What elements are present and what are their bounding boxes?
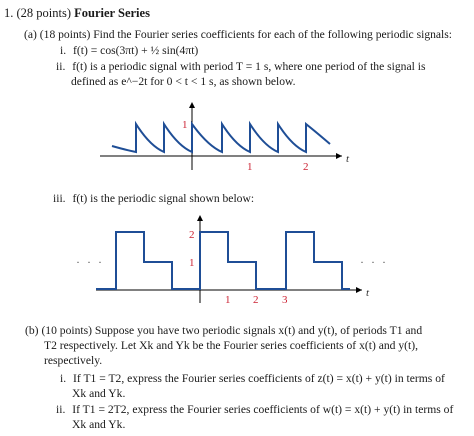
plot2-x-tick-2: 2 (253, 294, 259, 306)
part-b-item-1-line-1 (60, 372, 445, 386)
part-b-text-1: (10 points) Suppose you have two periodic signals x(t) and y(t), of periods T1 and (41, 324, 423, 337)
part-a-item-2-text-2: defined as e^−2t for 0 < t < 1 s, as shown below. (71, 75, 296, 88)
part-b-text-3: respectively. (44, 354, 103, 367)
part-a-label: (a) (24, 28, 37, 41)
plot2-t-label: t (366, 287, 370, 299)
part-b-line-2 (44, 339, 418, 353)
plot2-y-arrow (197, 215, 203, 221)
plot2-left-ellipsis: · · · (76, 255, 104, 269)
plot1-y-tick-1: 1 (182, 119, 188, 131)
part-b-item-1-line-2 (72, 387, 125, 401)
plot2-x-arrow (356, 287, 362, 293)
plot1-x-tick-1: 1 (247, 161, 253, 173)
part-a-item-2-label: ii. (56, 60, 66, 73)
plot1-t-label: t (346, 153, 350, 165)
plot2-right-ellipsis: · · · (360, 255, 388, 269)
part-b-item-2-label: ii. (56, 403, 66, 416)
plot2-signal-steps (96, 232, 350, 289)
problem-points: (28 points) (16, 6, 72, 20)
part-a-item-2-text-1: f(t) is a periodic signal with period T = 1 s, where one period of the signal is (72, 60, 426, 73)
part-b-item-2-line-2 (72, 418, 125, 432)
plot2-x-tick-1: 1 (225, 294, 231, 306)
part-a-text: (18 points) Find the Fourier series coefficients for each of the following periodic signals: (39, 28, 453, 41)
problem-number: 1. (4, 6, 14, 20)
part-b-line-3 (44, 354, 102, 368)
part-a-item-1-label: i. (60, 44, 67, 57)
part-b-line-1 (25, 324, 422, 338)
part-b-item-2-line-1 (56, 403, 453, 417)
part-a-item-1-text: f(t) = cos(3πt) + ½ sin(4πt) (73, 44, 199, 57)
plot1-x-tick-2: 2 (303, 161, 309, 173)
part-a-item-3-label: iii. (53, 192, 66, 205)
part-b-item-1-text-1: If T1 = T2, express the Fourier series coefficients of z(t) = x(t) + y(t) in terms of (73, 372, 445, 385)
plot2-x-tick-3: 3 (282, 294, 288, 306)
plot2-y-tick-2: 2 (189, 229, 195, 241)
part-a-item-3-text: f(t) is the periodic signal shown below: (72, 192, 255, 205)
problem-title: Fourier Series (74, 6, 150, 20)
part-b-label: (b) (25, 324, 39, 337)
part-b-text-2: T2 respectively. Let Xk and Yk be the Fourier series coefficients of x(t) and y(t), (44, 339, 418, 352)
part-b-item-1-label: i. (60, 372, 67, 385)
part-b-item-2-text-1: If T1 = 2T2, express the Fourier series coefficients of w(t) = x(t) + y(t) in terms of (72, 403, 454, 416)
part-b-item-2-text-2: Xk and Yk. (72, 418, 126, 431)
part-b-item-1-text-2: Xk and Yk. (72, 387, 126, 400)
plot2-y-tick-1: 1 (189, 257, 195, 269)
